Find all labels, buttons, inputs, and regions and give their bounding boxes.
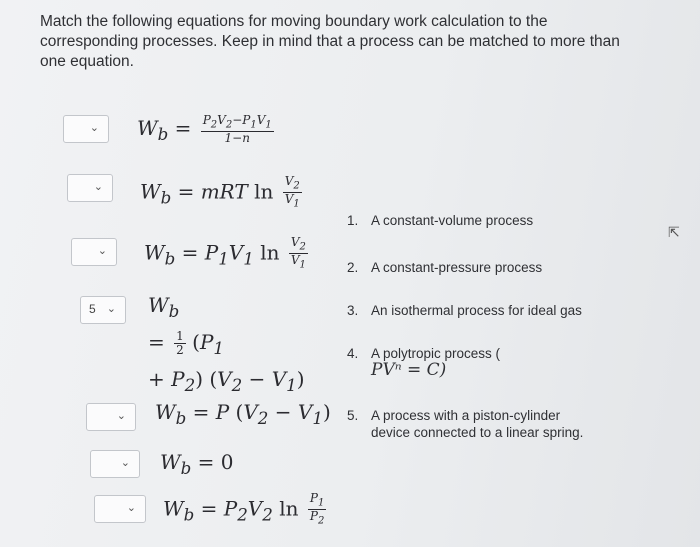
chevron-down-icon: ⌄ — [97, 245, 107, 257]
option-5-continuation: device connected to a linear spring. — [371, 425, 584, 440]
equation-constant-pressure: $W_b = P$ $(V_2 - V_1)$ — [155, 400, 331, 428]
option-4: 4. A polytropic process ( PVⁿ = C) — [347, 346, 501, 380]
match-dropdown-1[interactable] — [63, 115, 109, 143]
chevron-down-icon: ⌄ — [106, 303, 116, 315]
equation-isothermal-pv: $W_b = P_1V_1$ ln $\frac{V_2}{V_1}$ — [144, 235, 306, 271]
chevron-down-icon: ⌄ — [93, 181, 103, 193]
equation-constant-volume: $W_b = 0$ — [160, 450, 234, 478]
mouse-cursor-icon: ⇱ — [668, 224, 680, 240]
match-dropdown-7[interactable] — [94, 495, 146, 523]
equation-polytropic: $W_b$ = $\frac{P_2V_2-P_1V_1}{1-n}$ — [137, 113, 272, 146]
chevron-down-icon: ⌄ — [116, 410, 126, 422]
match-dropdown-5[interactable] — [86, 403, 136, 431]
option-1: 1. A constant-volume process — [347, 213, 534, 228]
match-dropdown-6[interactable] — [90, 450, 140, 478]
question-prompt: Match the following equations for moving boundary work calculation to the corresponding processes. Keep in mind that a process can be matched to more than one equation. — [40, 13, 620, 70]
equation-linear-spring: $W_b$ = $\frac{1}{2}$ ($P_1$ + $P_2$) $(V_2 - V_1)$ — [148, 293, 305, 395]
chevron-down-icon: ⌄ — [126, 502, 136, 514]
option-2: 2. A constant-pressure process — [347, 260, 543, 275]
equation-isothermal-mrt: $W_b$ = mRT ln $\frac{V_2}{V_1}$ — [140, 174, 300, 210]
option-5: 5. A process with a piston-cylinder device connected to a linear spring. — [347, 408, 584, 440]
chevron-down-icon: ⌄ — [120, 457, 130, 469]
match-dropdown-3[interactable] — [71, 238, 117, 266]
equation-isothermal-p: $W_b = P_2V_2$ ln $\frac{P_1}{P_2}$ — [163, 491, 325, 527]
chevron-down-icon: ⌄ — [89, 122, 99, 134]
match-dropdown-4[interactable] — [80, 296, 126, 324]
match-dropdown-2[interactable] — [67, 174, 113, 202]
dropdown-value: 5 — [89, 302, 96, 316]
option-3: 3. An isothermal process for ideal gas — [347, 303, 582, 318]
option-4-formula: PVⁿ = C) — [371, 360, 447, 380]
